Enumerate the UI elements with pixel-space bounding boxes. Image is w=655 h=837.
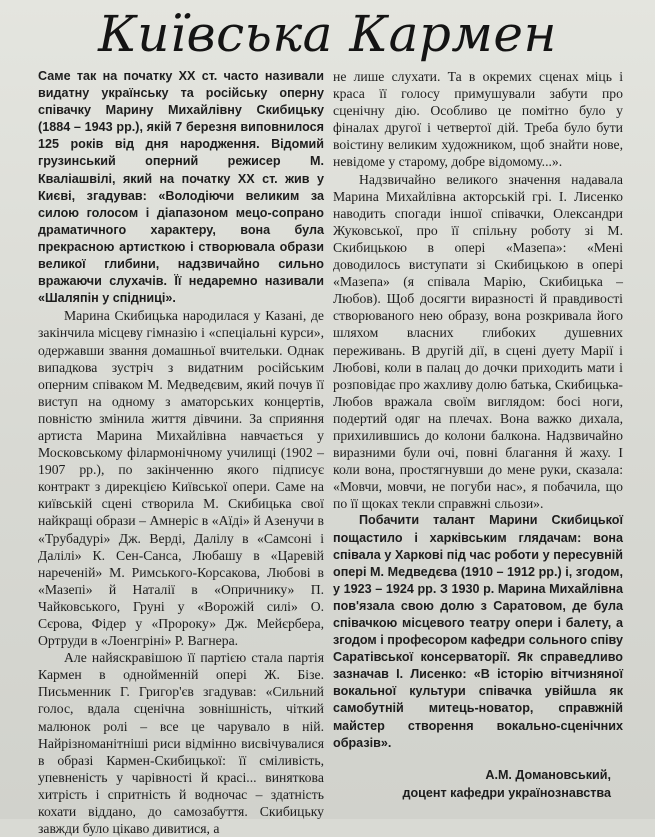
body-paragraph: Марина Скибицька народилася у Казані, де закінчила місцеву гімназію і «спеціальні курси», одержавши звання домашньої вчительки. Однак випадкова зустріч з видатним російським оперним співаком М. Медведєвим, який почув її виступ на одному з аматорських концертів, повністю змінила життя дівчини. За сприяння артиста Марина Михайлівна навчається у Московському філармонічному училищі (1902 – 1907 рр.), по закінченню якого підписує контракт з дирекцією Київської опери. Саме на київській сцені створила М. Скибицька свої найкращі образи – Амнеріс в «Аїді» й Азенучи в «Трубадурі» Дж. Верді, Далілу в «Самсоні і Далілі» К. Сен-Санса, Любашу в «Царевій нареченій» М. Римського-Корсакова, Любові в «Мазепі» й Наталії в «Опричнику» П. Чайковського, Груні у «Ворожій силі» О. Сєрова, Фідер у «Пророку» Дж. Мейєрбера, Ортруди в «Лоенгріні» Р. Вагнера. xyxy=(38,308,324,649)
body-paragraph: Але найяскравішою її партією стала партія Кармен в однойменній опері Ж. Бізе. Письменник Г. Григор'єв згадував: «Сильний голос, вдала сценічна зовнішність, чіткий малюнок ролі – все це чарувало в ній. Найрізноманітніші риси відмінно висвічувалися в образі Кармен-Скибицької: її сміливість, упевненість у чарівності й красі... винятковa хитрість і спритність й водночас – здатність кохати віддано, до самозабуття. Скибицьку завжди було цікаво дивитися, а xyxy=(38,650,324,837)
article-title: Київська Кармен xyxy=(98,5,557,63)
left-column xyxy=(38,68,324,837)
author-name: А.М. Домановський, xyxy=(485,767,611,782)
author-position: доцент кафедри українознавства xyxy=(402,785,611,800)
author-signature xyxy=(333,766,623,802)
right-column xyxy=(333,68,623,802)
body-paragraph: Надзвичайно великого значення надавала Марина Михайлівна акторській грі. І. Лисенко наводить спогади іншої співачки, Олександри Жуковської, про її спільну роботу зі М. Скибицькою в опері «Мазепа»: «Мені доводилось виступати зі Скибицькою в опері «Мазепа» (я співала Марію, Скибицька – Любов). Щоб досягти виразності й правдивості створюваного нею образу, вона розкривала його шляхом власних глибоких душевних переживань. В другій дії, в сцені дуету Марії і Любові, коли в палац до дочки приходить мати і розповідає про жахливу долю батька, Скибицька-Любов вражала своїм виглядом: босі ноги, подертий одяг на плечах. Вона важко дихала, прихилившись до колони балкона. Надзвичайно виразними були очі, повні благання й жаху. І коли вона, простягнувши до мене руки, сказала: «Мовчи, мовчи, не погуби нас», я побачила, що по її щоках текли справжні сльози». xyxy=(333,171,623,512)
body-paragraph: не лише слухати. Та в окремих сценах міць і краса її голосу примушували забути про сценічну дію. Особливо це помітно було у фіналах другої і четвертої дій. Треба було бути воістину великим художником, щоб знайти нове, невідоме у старому, добре відомому...». xyxy=(333,69,623,170)
closing-paragraph: Побачити талант Марини Скибицької пощастило і харківським глядачам: вона співала у Харкові під час роботи у пересувній опері М. Медведєва (1910 – 1912 рр.) і, згодом, у 1923 – 1924 рр. З 1930 р. Марина Михайлівна пов'язала свою долю з Саратовом, де була співачкою місцевого театру опери і балету, а згодом і професором кафедри сольного співу Саратівської консерваторії. Як справедливо зазначав І. Лисенко: «В історію вітчизняної вокальної культури співачка увійшла як самобутній митець-новатор, справжній майстер створення вокально-сценічних образів». xyxy=(333,513,623,750)
lead-paragraph: Саме так на початку XX ст. часто називали видатну українську та російську оперну співачку Марину Михайлівну Скибицьку (1884 – 1943 рр.), якій 7 березня виповнилося 125 років від дня народження. Відомий грузинський оперний режисер М. Кваліашвілі, який на початку XX ст. жив у Києві, згадував: «Володіючи великим за силою голосом і діапазоном мецо-сопрано драматичного характеру, вона була прекрасною артисткою і створювала образи великої глибини, надзвичайно сильно вражаючи слухачів. Її недаремно називали «Шаляпін у спідниці». xyxy=(38,69,324,306)
